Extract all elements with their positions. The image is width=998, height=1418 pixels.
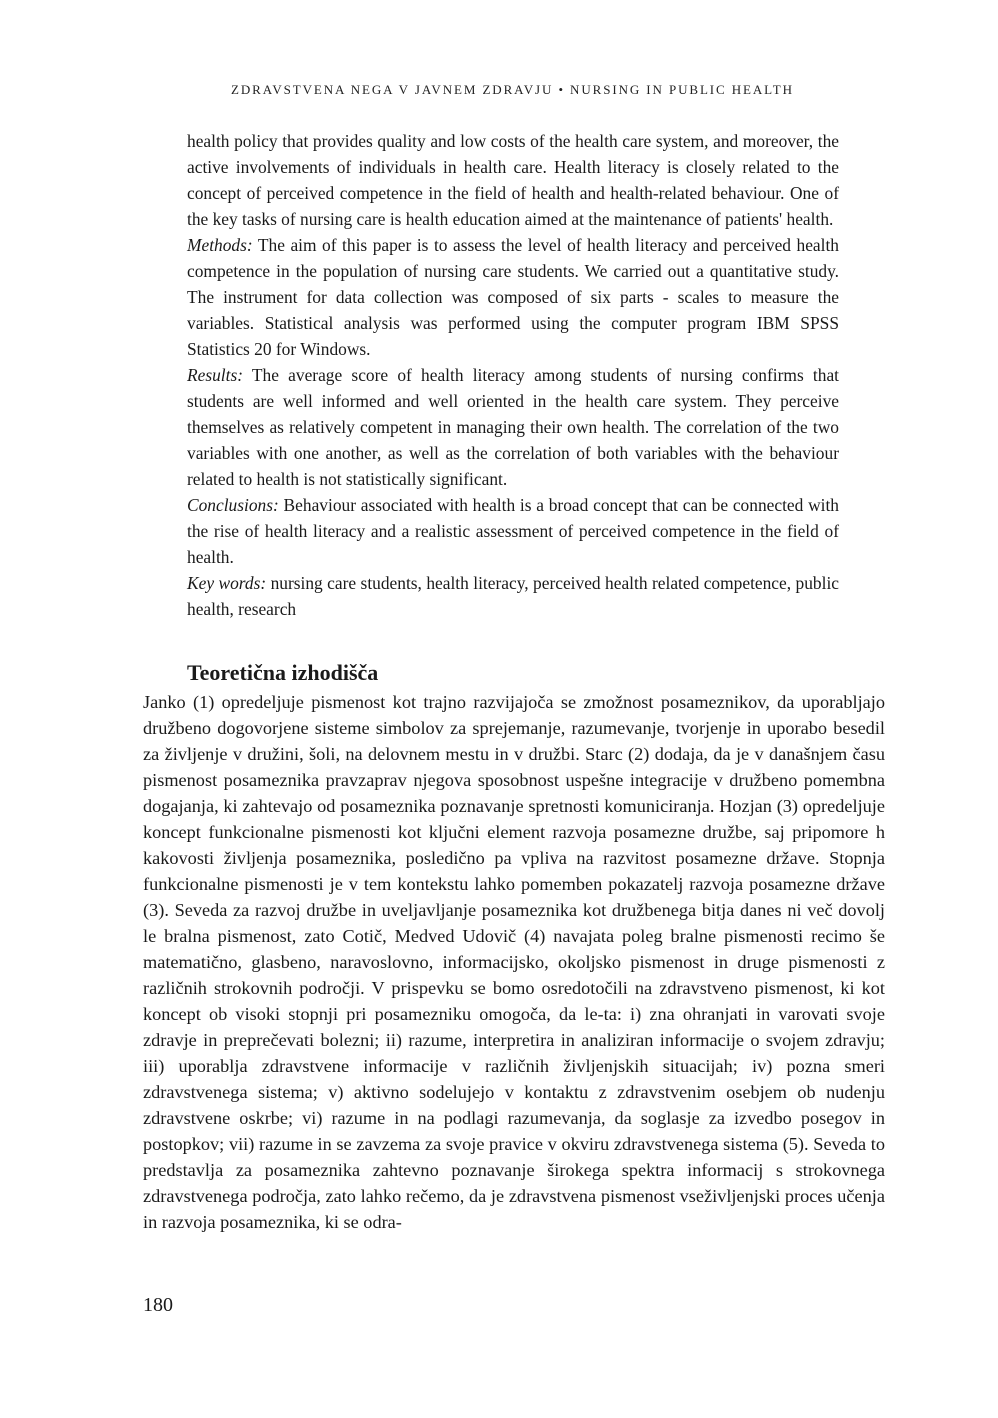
conclusions-label: Conclusions: bbox=[187, 495, 279, 515]
methods-text: The aim of this paper is to assess the level of health literacy and perceived health competence in the population of nursing care students. We carried out a quantitative study. The instrument for data collection was composed of six parts - scales to measure the variables. Statistical analysis was performed using the computer program IBM SPSS Statistics 20 for Windows. bbox=[187, 235, 839, 359]
abstract-conclusions bbox=[187, 492, 839, 570]
methods-label: Methods: bbox=[187, 235, 253, 255]
abstract-results bbox=[187, 362, 839, 492]
english-abstract bbox=[187, 128, 839, 622]
running-head: ZDRAVSTVENA NEGA V JAVNEM ZDRAVJU • NURSING IN PUBLIC HEALTH bbox=[231, 82, 794, 97]
abstract-methods bbox=[187, 232, 839, 362]
section-body-paragraph: Janko (1) opredeljuje pismenost kot trajno razvijajoča se zmožnost posameznikov, da uporabljajo družbeno dogovorjene sisteme simbolov za sprejemanje, razumevanje, tvorjenje in uporabo besedil za življenje v družini, šoli, na delovnem mestu in v družbi. Starc (2) dodaja, da je v današnjem času pismenost posameznika pravzaprav njegova sposobnost uspešne integracije v družbeno pomembna dogajanja, ki zahtevajo od posameznika poznavanje spretnosti komuniciranja. Hozjan (3) opredeljuje koncept funkcionalne pismenosti kot ključni element razvoja posamezne družbe, saj pripomore h kakovosti življenja posameznika, posledično pa vpliva na razvitost posamezne države. Stopnja funkcionalne pismenosti je v tem kontekstu lahko pomemben pokazatelj razvoja posamezne države (3). Seveda za razvoj družbe in uveljavljanje posameznika kot družbenega bitja danes ni več dovolj le bralna pismenost, zato Cotič, Medved Udovič (4) navajata poleg bralne pismenosti recimo še matematično, glasbeno, naravoslovno, informacijsko, okoljsko pismenost in druge pismenosti z različnih strokovnih področji. V prispevku se bomo osredotočili na zdravstveno pismenost, ki kot koncept ob visoki stopnji pri posamezniku omogoča, da le-ta: i) zna ohranjati in varovati svoje zdravje in preprečevati bolezni; ii) razume, interpretira in analiziran informacije o svojem zdravju; iii) uporablja zdravstvene informacije v različnih življenjskih situacijah; iv) pozna smeri zdravstvenega sistema; v) aktivno sodelujejo v kontaktu z zdravstvenim osebjem ob nudenju zdravstvene oskrbe; vi) razume in na podlagi razumevanja, da soglasje za izvedbo posegov in postopkov; vii) razume in se zavzema za svoje pravice v okviru zdravstvenega sistema (5). Seveda to predstavlja za posameznika zahtevno poznavanje širokega spektra informacij s strokovnega zdravstvenega področja, zato lahko rečemo, da je zdravstvena pismenost vseživljenjski proces učenja in razvoja posameznika, ki se odra- bbox=[143, 692, 885, 1232]
section-title: Teoretična izhodišča bbox=[187, 660, 379, 685]
abstract-intro: health policy that provides quality and low costs of the health care system, and moreover, the active involvements of individuals in health care. Health literacy is closely related to the concept of perceived competence in the field of health and health-related behaviour. One of the key tasks of nursing care is health education aimed at the maintenance of patients' health. bbox=[187, 131, 839, 229]
keywords-text: nursing care students, health literacy, perceived health related competence, public health, research bbox=[187, 573, 839, 619]
page-number: 180 bbox=[143, 1294, 173, 1316]
conclusions-text: Behaviour associated with health is a broad concept that can be connected with the rise of health literacy and a realistic assessment of perceived competence in the field of health. bbox=[187, 495, 839, 567]
abstract-keywords bbox=[187, 570, 839, 622]
results-label: Results: bbox=[187, 365, 244, 385]
results-text: The average score of health literacy among students of nursing confirms that students are well informed and well oriented in the health care system. They perceive themselves as relatively competent in managing their own health. The correlation of the two variables with one another, as well as the correlation of both variables with the behaviour related to health is not statistically significant. bbox=[187, 365, 839, 489]
keywords-label: Key words: bbox=[187, 573, 267, 593]
